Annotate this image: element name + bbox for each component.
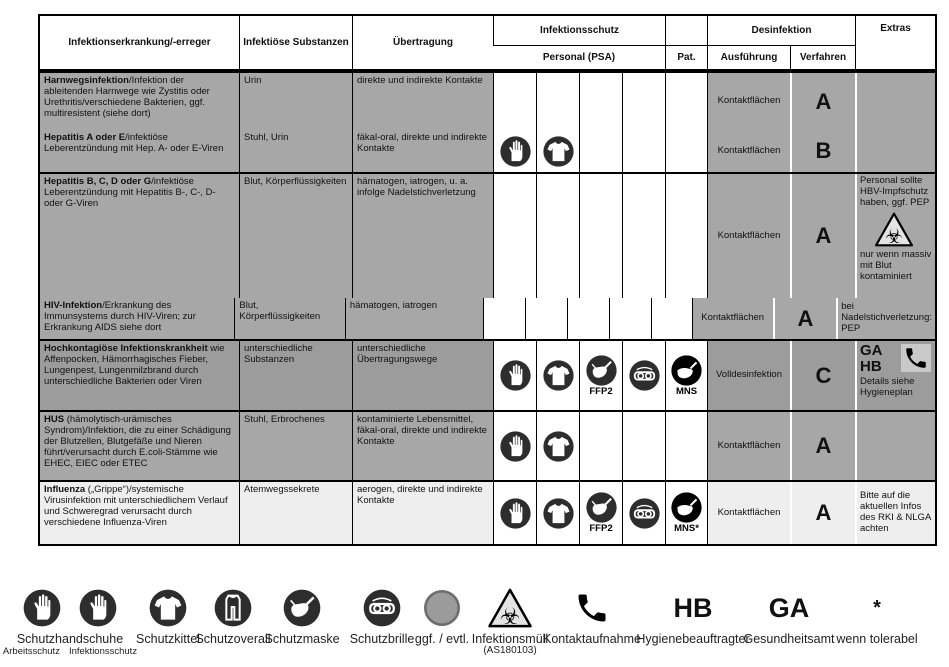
legend-label: Kontaktaufnahme [543,632,641,646]
method-cell: A [790,482,855,544]
patient-cell [665,412,707,480]
legend-sublabel: (AS180103) [483,645,537,656]
svg-text:☣: ☣ [885,224,903,248]
execution-cell: Volldesinfektion [707,341,790,410]
disease-cell: HUS (hämolytisch-urämisches Syndrom)/Infektion, die zu einer Schädigung der Blutzellen, Blutgefäße und Nieren führt/verursacht durch E.coli-Stämme wie EHEC, EIEC oder ETEC [40,412,239,480]
mask-icon [585,491,618,524]
goggles-icon [362,588,402,628]
header-extras: Extras [855,16,935,69]
legend-sublabel: Infektionsschutz [68,646,138,657]
ppe-cell [493,412,536,480]
header-protection: Infektionsschutz [493,16,665,46]
patient-cell [665,73,707,130]
extras-text: bei Nadelstichverletzung: PEP [841,301,933,334]
extras-text: Personal sollte HBV-Impfschutz haben, ggf. PEP [860,175,930,208]
substances-cell: Blut, Körperflüssigkeiten [239,174,352,298]
legend-text-symbol: HB [673,593,713,623]
substances-cell: Atemwegssekrete [239,482,352,544]
ppe-cell [536,73,579,130]
legend-label: Schutzkittel [136,632,200,646]
ppe-cell [525,298,567,339]
goggles-icon [628,497,661,530]
gown-icon [148,588,188,628]
goggles-icon [628,359,661,392]
execution-cell: Kontaktflächen [707,412,790,480]
legend-label: Infektionsmüll [471,632,549,646]
gloves-icon [78,588,118,628]
header-personal-psa: Personal (PSA) [493,46,665,69]
phone-icon [901,344,931,372]
substances-cell: Urin [239,73,352,130]
substances-cell: Blut, Körperflüssigkeiten [234,298,344,339]
ppe-cell [567,298,609,339]
gloves-icon [499,430,532,463]
method-cell: A [773,298,836,339]
header-blank [665,16,707,46]
ppe-cell [579,174,622,298]
phone-icon [574,590,610,626]
ppe-cell [579,130,622,172]
transmission-cell: kontaminierte Lebensmittel, fäkal-oral, direkte und indirekte Kontakte [352,412,493,480]
biohazard-icon [487,587,533,629]
disease-name: Harnwegsinfektion [44,75,129,86]
ppe-cell [622,73,665,130]
mask-icon [585,354,618,387]
disease-name: HUS [44,414,65,425]
extras-cell [855,174,935,298]
table-row [40,71,935,130]
authority-code: GA [860,342,883,359]
gloves-icon [499,359,532,392]
method-cell: C [790,341,855,410]
legend-icon-row [0,585,140,631]
header-disinfection: Desinfektion [707,16,855,46]
method-cell: A [790,174,855,298]
extras-cell [836,298,935,339]
hygiene-table [38,14,937,546]
overall-icon [213,588,253,628]
extras-contact-row [860,343,932,375]
legend-label: Hygienebeauftragter [636,632,750,646]
execution-cell: Kontaktflächen [707,482,790,544]
table-header [40,16,935,71]
legend [0,585,949,665]
legend-label: Schutzhandschuhe [16,632,124,646]
ppe-cell [622,412,665,480]
gloves-icon [22,588,62,628]
legend-text-symbol: GA [768,593,810,623]
legend-label: Gesundheitsamt [743,632,835,646]
table-row [40,339,935,410]
disease-cell: Hochkontagiöse Infektionskrankheit wie Affenpocken, Hämorrhagisches Fieber, Lungenpest, Lungenmilzbrand durch unterschiedliche Bakterien oder Viren [40,341,239,410]
ppe-cell [536,341,579,410]
patient-cell [665,130,707,172]
transmission-cell: direkte und indirekte Kontakte [352,73,493,130]
extras-cell [855,341,935,410]
ppe-cell [579,341,622,410]
patient-cell [651,298,692,339]
ppe-cell [483,298,525,339]
ppe-cell [536,174,579,298]
legend-sublabel: Arbeitsschutz [2,646,60,657]
table-row [40,480,935,544]
ppe-cell [622,341,665,410]
table-body [40,71,935,544]
ppe-cell [493,174,536,298]
disease-name: Hepatitis B, C, D oder G [44,176,152,187]
legend-label: Schutzmaske [264,632,340,646]
method-cell: B [790,130,855,172]
substances-cell: unterschiedliche Substanzen [239,341,352,410]
header-transmission: Übertragung [352,16,493,69]
extras-cell [855,73,935,130]
patient-cell [665,174,707,298]
header-execution: Ausführung [707,46,790,69]
gown-icon [542,359,575,392]
transmission-cell: hämatogen, iatrogen, u. a. infolge Nadelstichverletzung [352,174,493,298]
header-method: Verfahren [790,46,855,69]
ppe-cell [493,73,536,130]
patient-icon-label: MNS [675,385,698,397]
extras-text: nur wenn massiv mit Blut kontaminiert [860,248,932,282]
legend-text-symbol: * [873,597,881,619]
gown-icon [542,430,575,463]
ppe-cell [493,341,536,410]
disease-cell: Harnwegsinfektion/Infektion der ableitenden Harnwege wie Zystitis oder Urethritis/verschiedene Bakterien, ggf. multiresistent (siehe dort) [40,73,239,130]
transmission-cell: unterschiedliche Übertragungswege [352,341,493,410]
extras-cell [855,482,935,544]
ppe-icon-label: FFP2 [589,523,613,535]
disease-cell: Hepatitis B, C, D oder G/infektiöse Leberentzündung mit Hepatitis B-, C-, D- oder G-Viren [40,174,239,298]
legend-icon-row [256,585,348,631]
patient-cell [665,341,707,410]
gown-icon [542,497,575,530]
legend-label: wenn tolerabel [836,632,918,646]
ppe-cell [579,73,622,130]
mask-icon [282,588,322,628]
table-row [40,298,935,339]
gloves-icon [499,135,532,168]
substances-cell: Stuhl, Erbrochenes [239,412,352,480]
gloves-icon [499,497,532,530]
biohazard-icon [874,211,932,248]
ppe-cell [536,130,579,172]
ppe-cell [579,482,622,544]
legend-sublabels [0,646,140,657]
method-cell: A [790,412,855,480]
disease-cell: Influenza („Grippe“)/systemische Virusinfektion mit unterschiedlichem Verlauf und Schweregrad verursacht durch verschiedene Influenza-Viren [40,482,239,544]
legend-item [256,585,348,646]
ppe-cell [579,412,622,480]
header-disease: Infektionserkrankung/-erreger [40,16,239,69]
disease-name: Hochkontagiöse Infektionskrankheit [44,343,208,354]
transmission-cell: hämatogen, iatrogen [345,298,483,339]
extras-cell [855,412,935,480]
execution-cell: Kontaktflächen [692,298,773,339]
transmission-cell: aerogen, direkte und indirekte Kontakte [352,482,493,544]
maybe-icon [422,588,462,628]
extras-big-codes [860,343,883,375]
disease-name: Influenza [44,484,86,495]
header-patient: Pat. [665,46,707,69]
legend-item [820,585,934,646]
legend-item [0,585,140,657]
gown-icon [542,135,575,168]
substances-cell: Stuhl, Urin [239,130,352,172]
ppe-cell [536,482,579,544]
execution-cell: Kontaktflächen [707,174,790,298]
ppe-cell [622,482,665,544]
mns-icon [670,354,703,387]
ppe-cell [493,130,536,172]
execution-cell: Kontaktflächen [707,73,790,130]
table-row [40,410,935,480]
extras-text: Bitte auf die aktuellen Infos des RKI & NLGA achten [860,490,931,534]
legend-icon-row [820,585,934,631]
ppe-cell [609,298,651,339]
authority-code: HB [860,358,882,376]
patient-cell [665,482,707,544]
legend-label: Schutzoverall [195,632,271,646]
extras-note: Details siehe Hygieneplan [860,376,915,399]
header-substances: Infektiöse Substanzen [239,16,352,69]
ppe-icon-label: FFP2 [589,385,613,397]
table-row [40,130,935,172]
ppe-cell [622,174,665,298]
disease-name: HIV-Infektion [44,300,103,311]
execution-cell: Kontaktflächen [707,130,790,172]
disease-cell: Hepatitis A oder E/infektiöse Leberentzündung mit Hep. A- oder E-Viren [40,130,239,172]
extras-cell [855,130,935,172]
ppe-cell [493,482,536,544]
legend-label: ggf. / evtl. [414,632,470,646]
svg-text:☣: ☣ [499,603,521,629]
disease-cell: HIV-Infektion/Erkrankung des Immunsystems durch HIV-Viren; zur Erkrankung AIDS siehe dort [40,298,234,339]
table-row [40,172,935,298]
disease-name: Hepatitis A oder E [44,132,126,143]
method-cell: A [790,73,855,130]
transmission-cell: fäkal-oral, direkte und indirekte Kontakte [352,130,493,172]
legend-label: Schutzbrille [349,632,415,646]
mns-icon [670,491,703,524]
ppe-cell [536,412,579,480]
patient-icon-label: MNS* [674,523,699,535]
ppe-cell [622,130,665,172]
